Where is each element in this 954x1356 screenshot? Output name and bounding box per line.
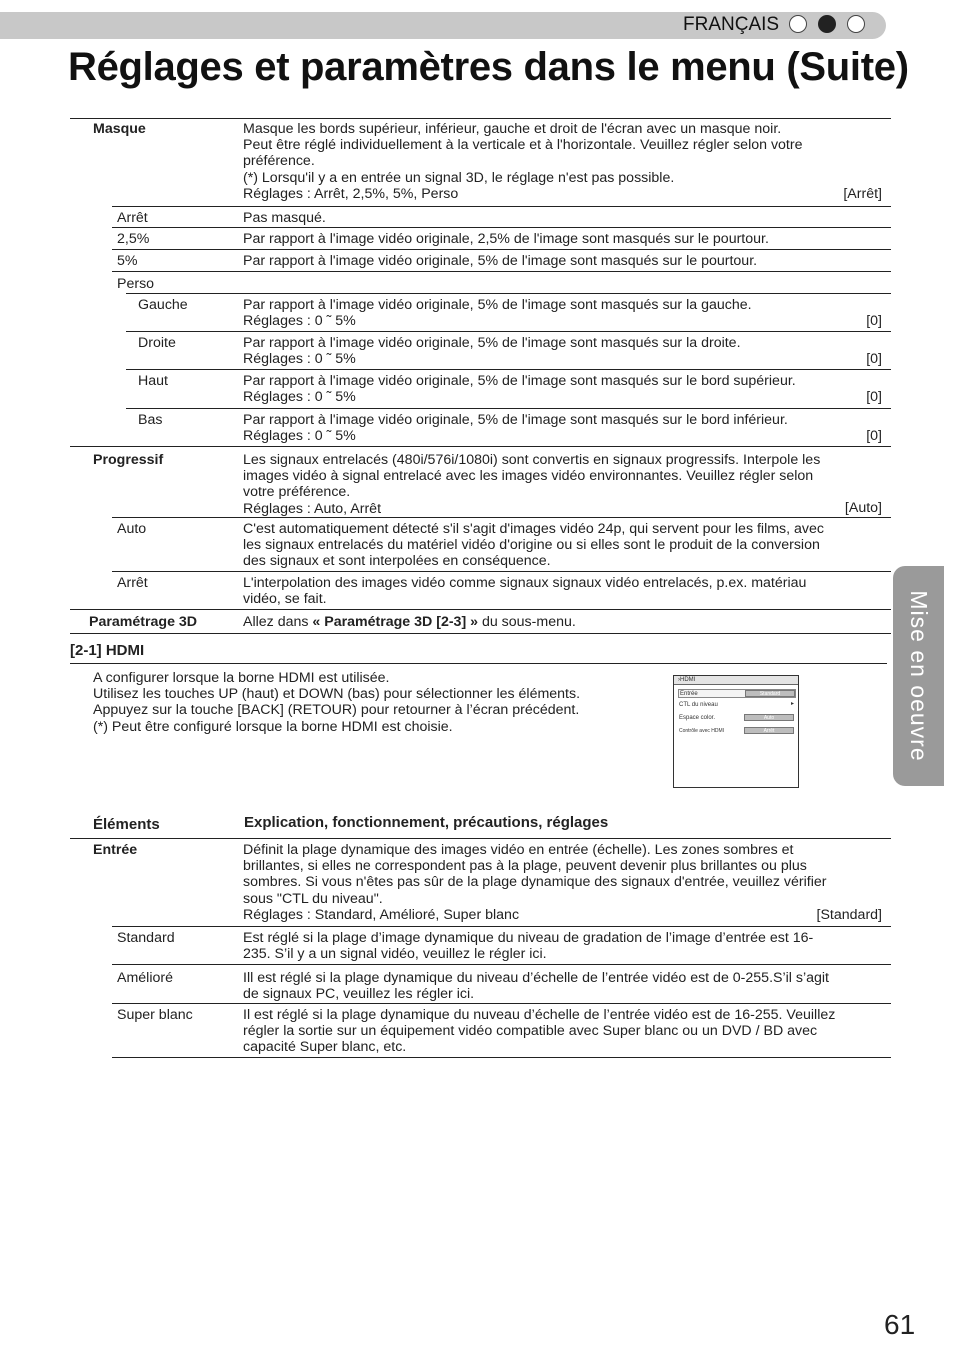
progressif-label: Progressif bbox=[93, 452, 164, 468]
entree-superblanc-desc-line: Il est réglé si la plage dynamique du nuveau d’échelle de l’entrée vidéo est de 16-255. Veuillez bbox=[243, 1007, 836, 1023]
perso-gauche-label: Gauche bbox=[138, 297, 188, 313]
entree-superblanc-desc-line: capacité Super blanc, etc. bbox=[243, 1039, 407, 1056]
progressif-auto-desc bbox=[243, 521, 883, 570]
masque-option-5-label: 5% bbox=[117, 253, 138, 269]
entree-superblanc-desc bbox=[243, 1007, 883, 1056]
entree-standard-desc bbox=[243, 930, 883, 962]
progressif-desc-line: images vidéo à signal entrelacé avec les images vidéo environnantes. Veuillez régler selon bbox=[243, 468, 814, 485]
row-rule bbox=[126, 293, 891, 294]
language-dot-3 bbox=[847, 15, 865, 33]
perso-bas-range: Réglages : 0 ˜ 5% bbox=[243, 428, 356, 445]
perso-haut-label: Haut bbox=[138, 373, 168, 389]
row-rule bbox=[112, 206, 891, 207]
section-rule bbox=[70, 446, 891, 447]
menu-shot-row-label: CTL du niveau bbox=[679, 702, 718, 708]
perso-gauche-range: Réglages : 0 ˜ 5% bbox=[243, 313, 356, 330]
page-title: Réglages et paramètres dans le menu (Suite) bbox=[68, 45, 909, 89]
page-number: 61 bbox=[884, 1309, 916, 1340]
col-header-elements: Éléments bbox=[93, 816, 160, 833]
entree-ameliore-label: Amélioré bbox=[117, 970, 173, 986]
side-tab-label: Mise en oeuvre bbox=[905, 590, 932, 762]
perso-droite-range: Réglages : 0 ˜ 5% bbox=[243, 351, 356, 368]
perso-droite-desc-line: Par rapport à l'image vidéo originale, 5% de l'image sont masqués sur la droite. bbox=[243, 335, 741, 351]
row-rule bbox=[112, 271, 891, 272]
parametrage3d-desc-pre: Allez dans bbox=[243, 614, 313, 630]
masque-settings: Réglages : Arrêt, 2,5%, 5%, Perso bbox=[243, 185, 459, 202]
language-label: FRANÇAIS bbox=[683, 14, 780, 35]
language-dot-active bbox=[818, 15, 836, 33]
parametrage3d-desc bbox=[243, 614, 883, 630]
perso-gauche-desc-line: Par rapport à l'image vidéo originale, 5% de l'image sont masqués sur la gauche. bbox=[243, 297, 752, 313]
row-rule bbox=[126, 331, 891, 332]
parametrage3d-label: Paramétrage 3D bbox=[89, 614, 198, 630]
entree-standard-desc-line: Est réglé si la plage d’image dynamique du niveau de gradation de l’image d’entrée est 16- bbox=[243, 930, 814, 946]
col-header-explanation: Explication, fonctionnement, précautions, réglages bbox=[244, 814, 609, 831]
row-rule bbox=[112, 571, 891, 572]
chevron-right-icon: › bbox=[678, 677, 680, 683]
perso-droite-label: Droite bbox=[138, 335, 176, 351]
menu-shot-row-controle bbox=[678, 727, 796, 736]
perso-haut-desc bbox=[243, 373, 883, 405]
table-bottom-rule bbox=[70, 633, 891, 634]
entree-label: Entrée bbox=[93, 842, 138, 858]
hdmi-heading: [2-1] HDMI bbox=[70, 642, 145, 659]
perso-droite-desc bbox=[243, 335, 883, 367]
masque-option-arret-label: Arrêt bbox=[117, 210, 148, 226]
side-tab bbox=[893, 566, 944, 786]
progressif-auto-label: Auto bbox=[117, 521, 147, 537]
menu-shot-header bbox=[674, 676, 798, 685]
masque-option-5-desc: Par rapport à l'image vidéo originale, 5% de l'image sont masqués sur le pourtour. bbox=[243, 253, 758, 269]
menu-shot-row-label: Espace color. bbox=[679, 715, 716, 721]
perso-haut-default: [0] bbox=[866, 389, 882, 405]
entree-default: [Standard] bbox=[816, 907, 882, 923]
hdmi-intro-line: Appuyez sur la touche [BACK] (RETOUR) pour retourner à l’écran précédent. bbox=[93, 702, 580, 719]
menu-shot-row-label: Entrée bbox=[680, 691, 698, 697]
table-top-rule bbox=[70, 118, 891, 119]
hdmi-heading-rule bbox=[70, 663, 887, 664]
masque-option-arret-desc: Pas masqué. bbox=[243, 210, 326, 226]
hdmi-table-top-rule bbox=[70, 838, 891, 839]
progressif-arret-desc-line: L'interpolation des images vidéo comme signaux signaux vidéo entrelacés, p.ex. matériau bbox=[243, 575, 807, 591]
perso-gauche-default: [0] bbox=[866, 313, 882, 329]
progressif-description bbox=[243, 452, 883, 517]
row-rule bbox=[112, 249, 891, 250]
entree-ameliore-desc-line: de signaux PC, veuillez les régler ici. bbox=[243, 986, 475, 1003]
entree-superblanc-desc-line: régler la sortie sur un équipement vidéo compatible avec Super blanc ou un DVD / BD avec bbox=[243, 1023, 818, 1040]
menu-shot-row-label: Contrôle avec HDMI bbox=[679, 728, 725, 734]
perso-droite-default: [0] bbox=[866, 351, 882, 367]
entree-desc-line: Définit la plage dynamique des images vidéo en entrée (échelle). Les zones sombres et bbox=[243, 842, 794, 858]
masque-desc-line: (*) Lorsqu'il y a en entrée un signal 3D, le réglage n'est pas possible. bbox=[243, 169, 675, 186]
entree-superblanc-label: Super blanc bbox=[117, 1007, 193, 1023]
hdmi-intro bbox=[93, 670, 653, 735]
progressif-desc-line: votre préférence. bbox=[243, 484, 351, 501]
masque-option-perso-label: Perso bbox=[117, 276, 155, 292]
menu-shot-row-value: Auto bbox=[744, 714, 794, 721]
entree-standard-label: Standard bbox=[117, 930, 175, 946]
row-rule bbox=[112, 227, 891, 228]
menu-shot-row-value: Arrêt bbox=[744, 727, 794, 734]
row-rule bbox=[112, 926, 891, 927]
progressif-default: [Auto] bbox=[844, 500, 882, 516]
section-rule bbox=[70, 609, 891, 610]
menu-shot-row-entree bbox=[678, 689, 796, 698]
progressif-desc-line: Les signaux entrelacés (480i/576i/1080i) sont convertis en signaux progressifs. Interpole les bbox=[243, 452, 821, 468]
row-rule bbox=[126, 369, 891, 370]
row-rule bbox=[112, 517, 891, 518]
row-rule bbox=[126, 408, 891, 409]
perso-bas-desc-line: Par rapport à l'image vidéo originale, 5% de l'image sont masqués sur le bord inférieur. bbox=[243, 412, 788, 428]
parametrage3d-desc-post: du sous-menu. bbox=[478, 614, 576, 630]
entree-desc-line: brillantes, si elles ne correspondent pas à la plage, peuvent devenir plus brillantes ou plus bbox=[243, 858, 807, 875]
progressif-arret-desc-line: vidéo, se fait. bbox=[243, 591, 327, 608]
masque-label: Masque bbox=[93, 121, 146, 137]
entree-desc-line: sous "CTL du niveau". bbox=[243, 890, 383, 907]
perso-bas-default: [0] bbox=[866, 428, 882, 444]
entree-ameliore-desc-line: Ill est réglé si la plage dynamique du niveau d’échelle de l’entrée vidéo est de 0-255.S’il s’agit bbox=[243, 970, 829, 986]
masque-desc-line: préférence. bbox=[243, 153, 315, 170]
language-dot-1 bbox=[789, 15, 807, 33]
perso-gauche-desc bbox=[243, 297, 883, 329]
row-rule bbox=[112, 1003, 891, 1004]
menu-shot-title: HDMI bbox=[680, 677, 696, 683]
perso-bas-label: Bas bbox=[138, 412, 163, 428]
entree-settings: Réglages : Standard, Amélioré, Super blanc bbox=[243, 906, 520, 923]
masque-option-25-label: 2,5% bbox=[117, 231, 150, 247]
row-rule bbox=[112, 964, 891, 965]
perso-haut-range: Réglages : 0 ˜ 5% bbox=[243, 389, 356, 406]
progressif-auto-desc-line: C'est automatiquement détecté s'il s'agit d'images vidéo 24p, qui servent pour les films, avec bbox=[243, 521, 824, 537]
progressif-arret-desc bbox=[243, 575, 883, 607]
menu-shot-row-espace bbox=[678, 714, 796, 723]
entree-ameliore-desc bbox=[243, 970, 883, 1002]
hdmi-intro-line: A configurer lorsque la borne HDMI est utilisée. bbox=[93, 670, 390, 686]
chevron-right-icon: ▸ bbox=[790, 701, 794, 707]
masque-option-25-desc: Par rapport à l'image vidéo originale, 2,5% de l'image sont masqués sur le pourtour. bbox=[243, 231, 769, 247]
progressif-auto-desc-line: des signaux et sont interpolées en conséquence. bbox=[243, 553, 551, 570]
progressif-settings: Réglages : Auto, Arrêt bbox=[243, 500, 382, 517]
hdmi-menu-screenshot bbox=[673, 675, 799, 788]
masque-desc-line: Masque les bords supérieur, inférieur, gauche et droit de l'écran avec un masque noir. bbox=[243, 121, 782, 137]
perso-bas-desc bbox=[243, 412, 883, 444]
perso-haut-desc-line: Par rapport à l'image vidéo originale, 5% de l'image sont masqués sur le bord supérieur. bbox=[243, 373, 796, 389]
hdmi-table-bottom-rule bbox=[112, 1057, 891, 1058]
progressif-auto-desc-line: les signaux entrelacés du matériel vidéo d'origine ou si elles sont le produit de la conversion bbox=[243, 537, 820, 554]
masque-description bbox=[243, 121, 883, 202]
entree-standard-desc-line: 235. S’il y a un signal vidéo, veuillez le régler ici. bbox=[243, 946, 547, 963]
entree-desc-line: sombres. Si vous n'êtes pas sûr de la plage dynamique des signaux d'entrée, veuillez vérifier bbox=[243, 874, 827, 891]
progressif-arret-label: Arrêt bbox=[117, 575, 148, 591]
masque-default: [Arrêt] bbox=[843, 186, 882, 202]
hdmi-intro-line: Utilisez les touches UP (haut) et DOWN (bas) pour sélectionner les éléments. bbox=[93, 686, 581, 703]
entree-description bbox=[243, 842, 883, 923]
masque-desc-line: Peut être réglé individuellement à la verticale et à l'horizontale. Veuillez régler selon votre bbox=[243, 137, 803, 154]
hdmi-intro-line: (*) Peut être configuré lorsque la borne HDMI est choisie. bbox=[93, 718, 453, 735]
parametrage3d-link: « Paramétrage 3D [2-3] » bbox=[312, 614, 479, 630]
menu-shot-row-value: Standard bbox=[745, 690, 795, 697]
menu-shot-row-ctl bbox=[678, 701, 796, 710]
